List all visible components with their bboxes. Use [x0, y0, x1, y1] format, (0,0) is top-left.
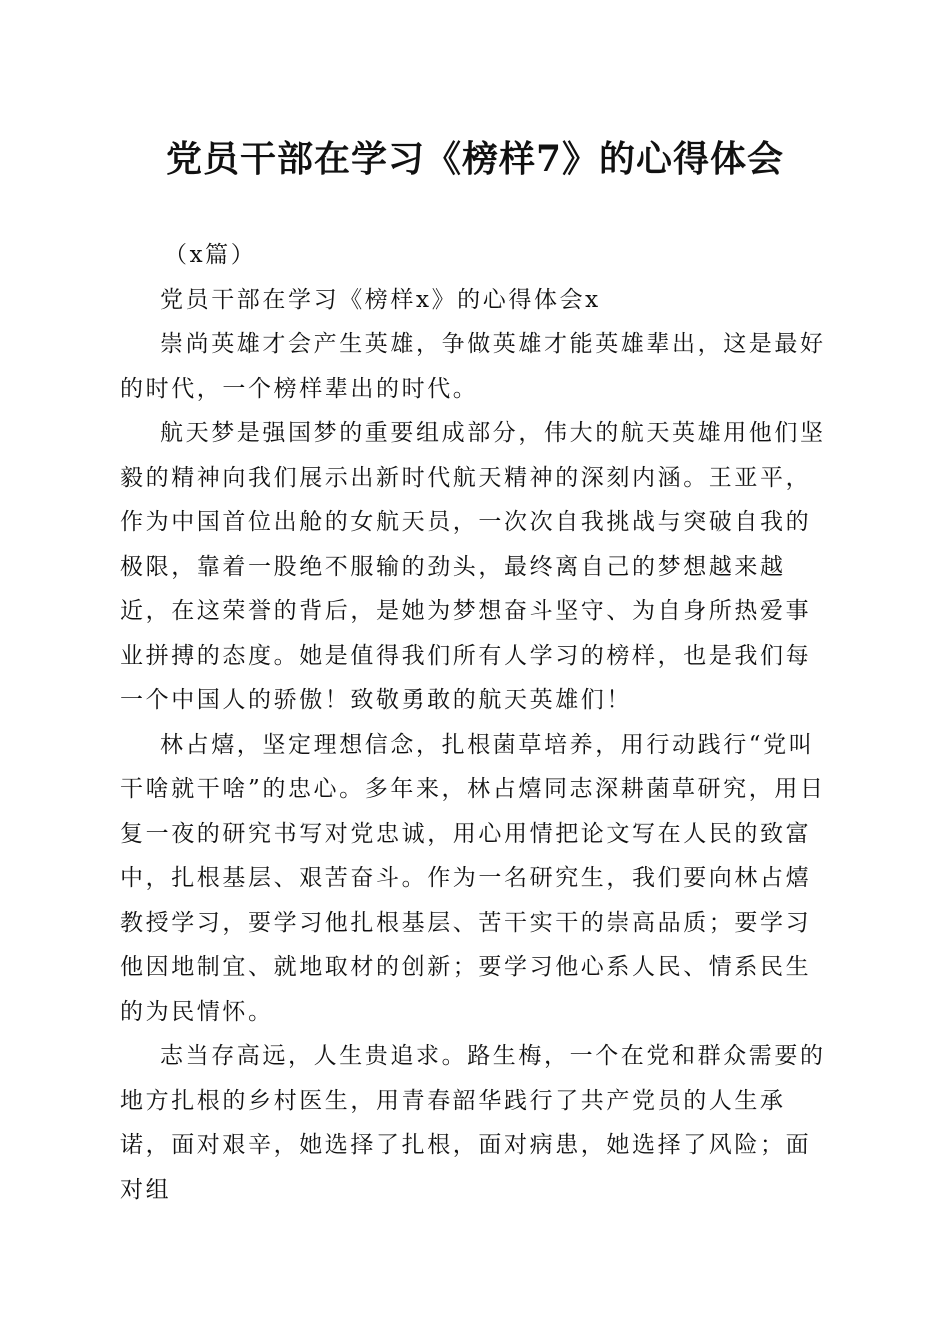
paragraph-subtitle: 党员干部在学习《榜样x》的心得体会x — [160, 286, 601, 313]
paragraph-intro: 崇尚英雄才会产生英雄，争做英雄才能英雄辈出，这是最好的时代，一个榜样辈出的时代。 — [120, 331, 826, 402]
document-body — [120, 233, 832, 1212]
paragraph-wang-yaping: 航天梦是强国梦的重要组成部分，伟大的航天英雄用他们坚毅的精神向我们展示出新时代航天精神的深刻内涵。王亚平，作为中国首位出舱的女航天员，一次次自我挑战与突破自我的极限，靠着一股绝不服输的劲头，最终离自己的梦想越来越近，在这荣誉的背后，是她为梦想奋斗坚守、为自身所热爱事业拼搏的态度。她是值得我们所有人学习的榜样，也是我们每一个中国人的骄傲！致敬勇敢的航天英雄们！ — [120, 420, 826, 713]
paragraph-lu-shengmei: 志当存高远，人生贵追求。路生梅，一个在党和群众需要的地方扎根的乡村医生，用青春韶华践行了共产党员的人生承诺，面对艰辛，她选择了扎根，面对病患，她选择了风险；面对组 — [120, 1043, 826, 1203]
paragraph-count-note: （x篇） — [164, 242, 257, 268]
paragraph-lin-zhanxi: 林占熺，坚定理想信念，扎根菌草培养，用行动践行“党叫干啥就干啥”的忠心。多年来，林占熺同志深耕菌草研究，用日复一夜的研究书写对党忠诚，用心用情把论文写在人民的致富中，扎根基层、艰苦奋斗。作为一名研究生，我们要向林占熺教授学习，要学习他扎根基层、苦干实干的崇高品质；要学习他因地制宜、就地取材的创新；要学习他心系人民、情系民生的为民情怀。 — [120, 731, 826, 1025]
document-title: 党员干部在学习《榜样7》的心得体会 — [165, 138, 785, 180]
